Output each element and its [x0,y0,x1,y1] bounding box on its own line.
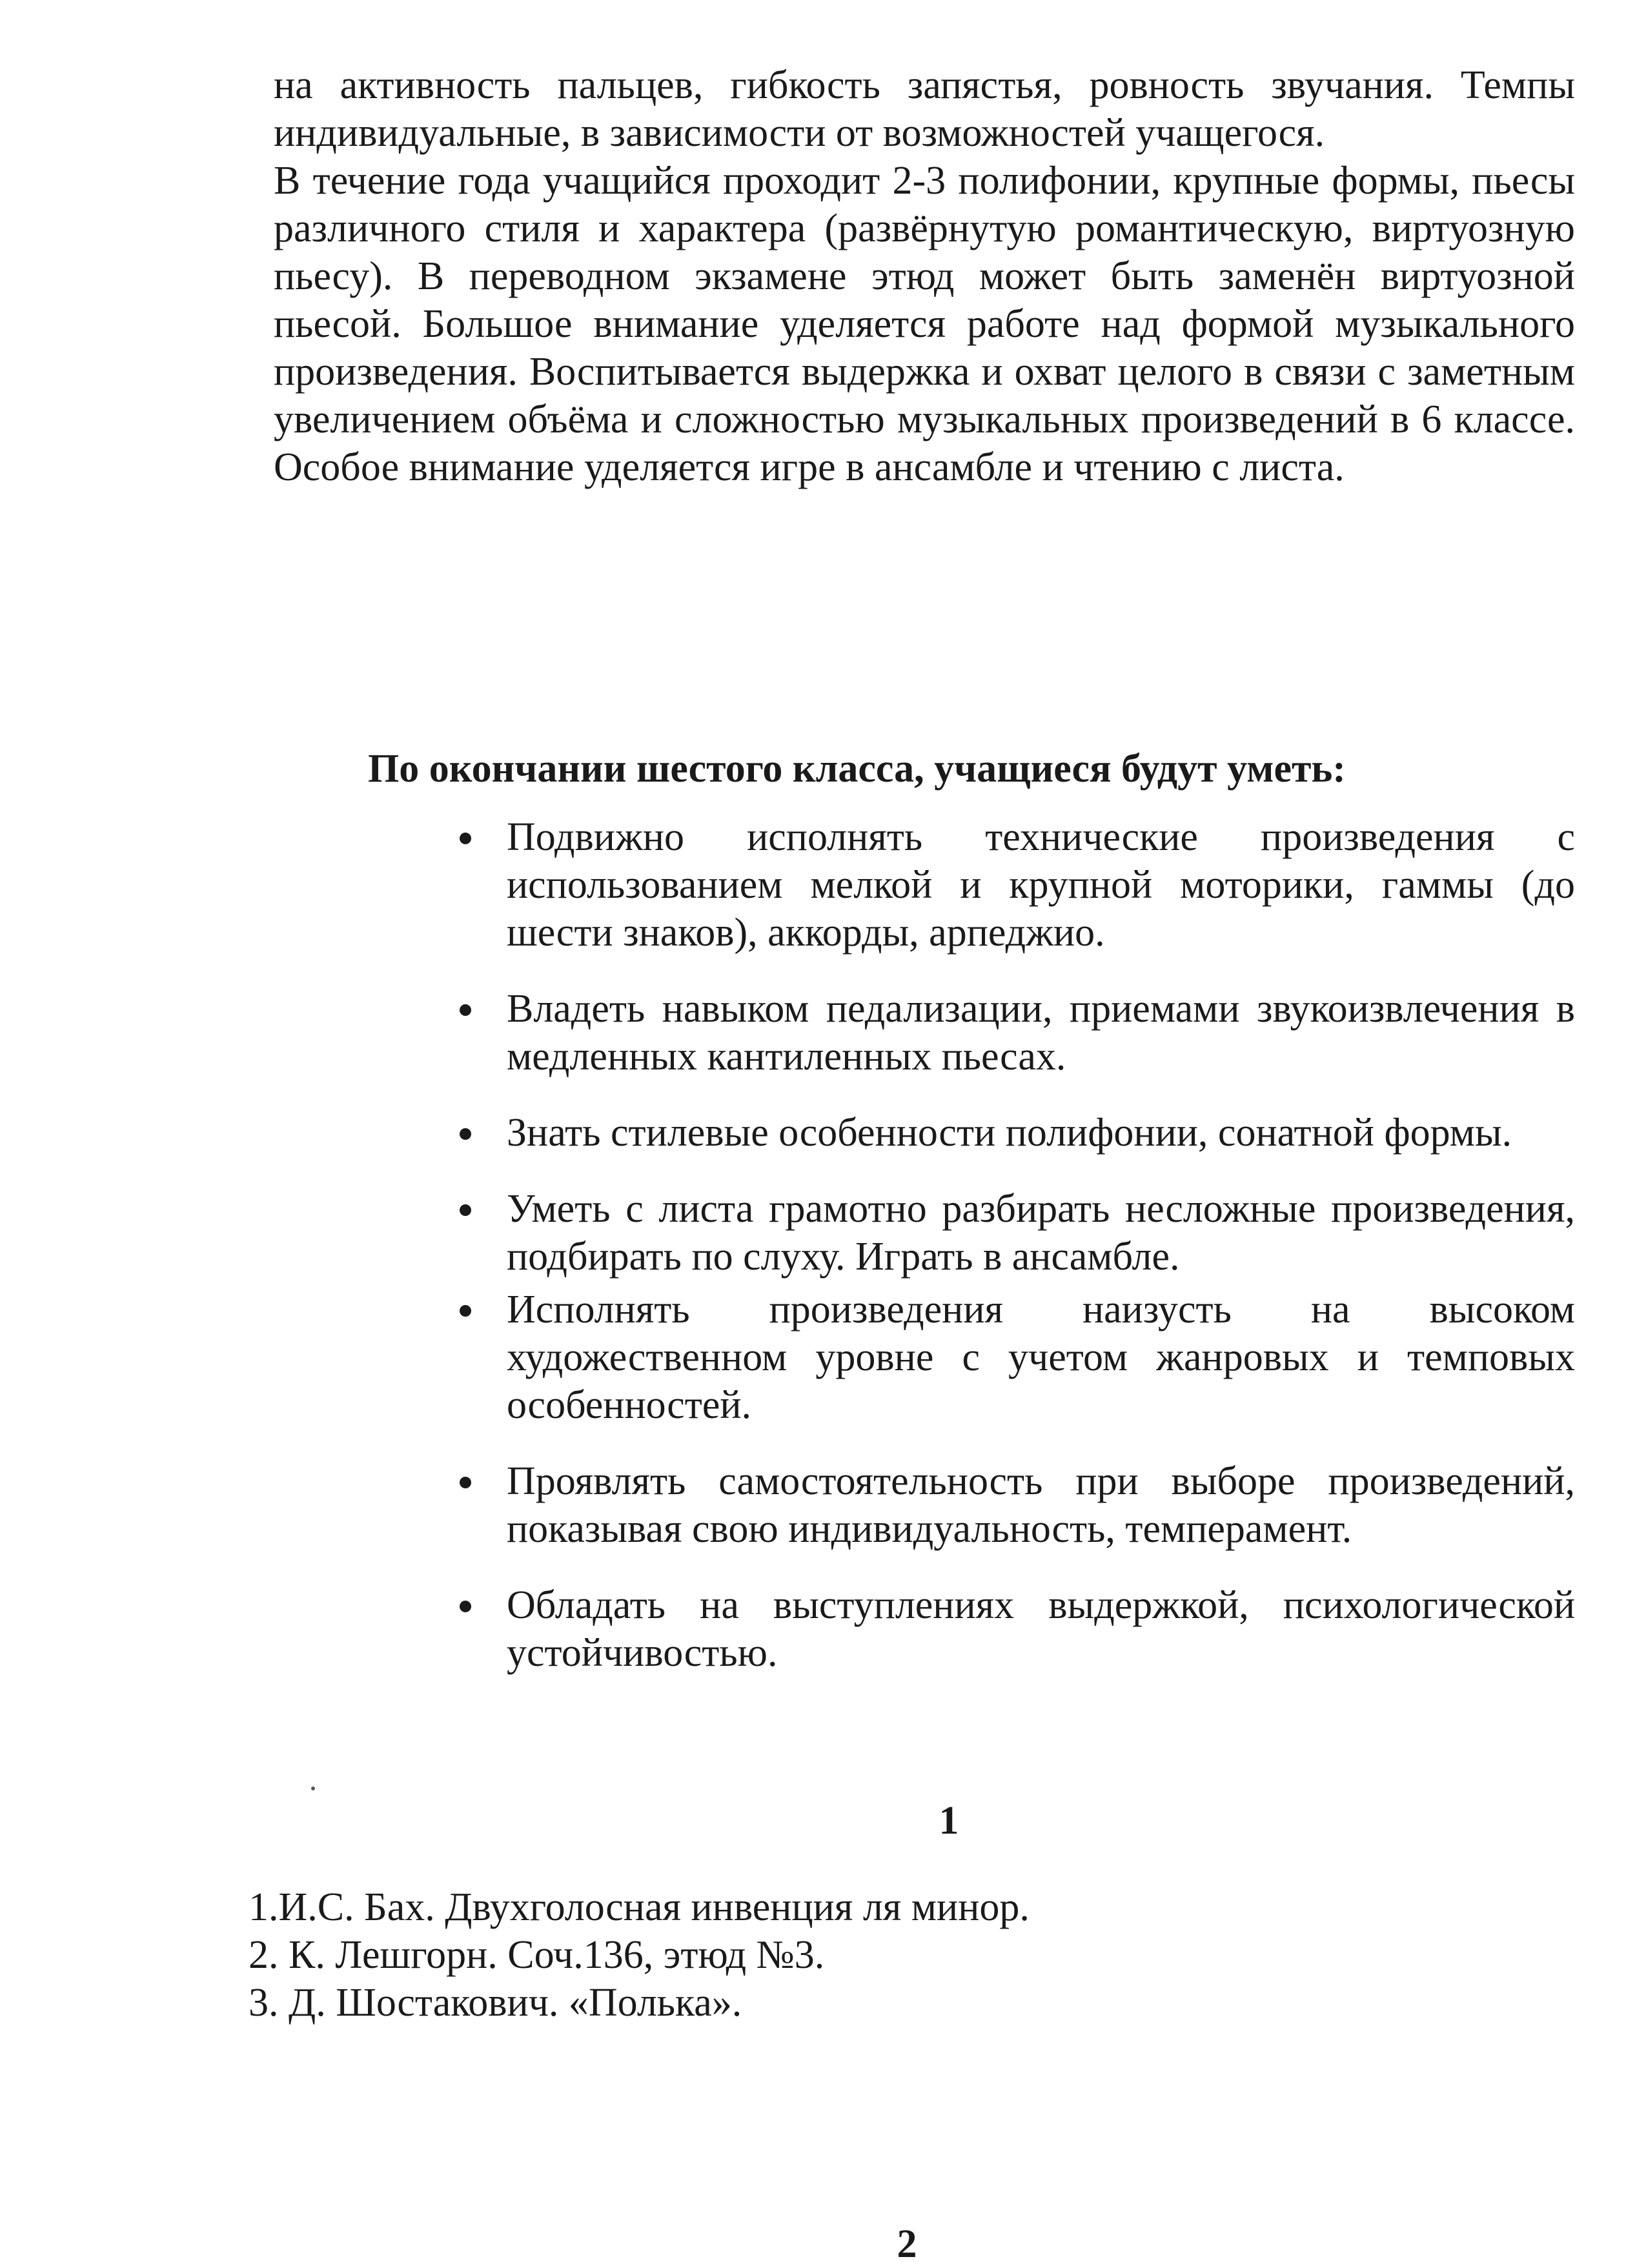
outcome-item [452,985,1575,1080]
program-piece: 2. К. Лешгорн. Соч.136, этюд №3. [249,1933,825,1977]
outcome-item [452,813,1575,957]
program-piece: 3. Д. Шостакович. «Полька». [249,1981,742,2025]
outcome-item [452,1286,1575,1429]
program-pieces [249,1883,1410,2027]
outcome-text: Подвижно исполнять технические произведения с использованием мелкой и крупной моторики, гаммы (до шести знаков), аккорды, арпеджио. [507,815,1575,955]
bullet-icon [460,1128,471,1140]
outcomes-list [452,813,1575,1705]
outcome-text: Уметь с листа грамотно разбирать несложные произведения, подбирать по слуху. Играть в ансамбле. [507,1187,1575,1279]
outcome-text: Исполнять произведения наизусть на высоком художественном уровне с учетом жанровых и темповых особенностей. [507,1288,1575,1427]
bullet-icon [460,1204,471,1216]
bullet-icon [460,833,471,844]
outcome-text: Владеть навыком педализации, приемами звукоизвлечения в медленных кантиленных пьесах. [507,987,1575,1078]
bullet-icon [460,1477,471,1488]
program-piece: 1.И.С. Бах. Двухголосная инвенция ля минор. [249,1885,1030,1929]
outcome-text: Обладать на выступлениях выдержкой, психологической устойчивостью. [507,1583,1575,1675]
scan-speck [311,1787,315,1790]
bullet-icon [460,1601,471,1612]
outcome-text: Проявлять самостоятельность при выборе произведений, показывая свою индивидуальность, темперамент. [507,1459,1575,1551]
page-number: 2 [897,2222,917,2266]
outcome-item [452,1457,1575,1553]
outcome-item [452,1185,1575,1281]
outcome-item [452,1109,1575,1157]
bullet-icon [460,1305,471,1317]
outcomes-heading: По окончании шестого класса, учащиеся будут уметь: [368,747,1346,791]
intro-paragraph-2: В течение года учащийся проходит 2-3 полифонии, крупные формы, пьесы различного стиля и характера (развёрнутую романтическую, виртуозную пьесу). В переводном экзамене этюд может быть заменён виртуозной пьесой. Большое внимание уделяется работе над формой музыкального произведения. Воспитывается выдержка и охват целого в связи с заметным увеличением объёма и сложностью музыкальных произведений в 6 классе. Особое внимание уделяется игре в ансамбле и чтению с листа. [274,159,1575,489]
outcome-text: Знать стилевые особенности полифонии, сонатной формы. [507,1111,1512,1155]
program-number: 1 [939,1799,959,1843]
intro-text [274,61,1575,491]
intro-paragraph-1: на активность пальцев, гибкость запястья, ровность звучания. Темпы индивидуальные, в зависимости от возможностей учащегося. [274,63,1575,155]
outcome-item [452,1581,1575,1677]
bullet-icon [460,1004,471,1016]
